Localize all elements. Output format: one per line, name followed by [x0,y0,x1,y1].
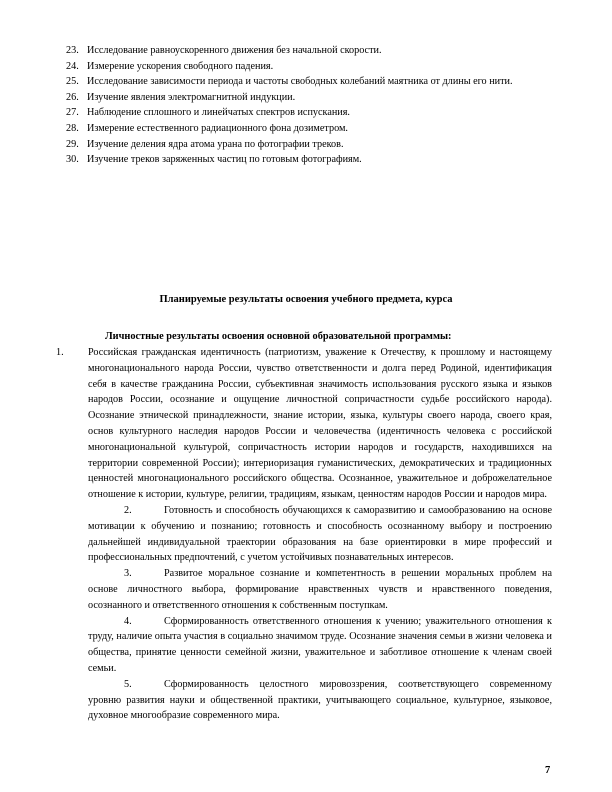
result-text: Сформированность целостного мировоззрения, соответствующего современному уровню развития науки и общественной практики, учитывающего социальное, культурное, языковое, духовное многообразие современного мира. [88,678,552,722]
result-number: 3. [124,568,132,580]
results-body [56,345,552,724]
result-number: 1. [56,347,64,358]
list-item-number: 29. [66,138,79,150]
list-item-text: Измерение ускорения свободного падения. [87,60,274,72]
result-number: 2. [124,504,132,516]
result-number: 5. [124,678,132,690]
list-item [66,74,526,90]
list-item [66,137,526,153]
list-item-number: 26. [66,91,79,103]
list-item-text: Изучение треков заряженных частиц по готовым фотографиям. [87,154,362,166]
list-item-text: Наблюдение сплошного и линейчатых спектров испускания. [87,107,350,119]
list-item [66,121,526,137]
list-item-text: Исследование равноускоренного движения без начальной скорости. [87,45,382,56]
list-item-number: 23. [66,45,79,56]
list-item-number: 28. [66,122,79,134]
list-item [66,152,526,168]
list-item-text: Изучение явления электромагнитной индукции. [87,91,296,103]
result-paragraph [88,677,552,724]
list-item-number: 27. [66,107,79,119]
list-item-number: 30. [66,154,79,166]
list-item [66,90,526,106]
result-text: Готовность и способность обучающихся к саморазвитию и самообразованию на основе мотивации к обучению и познанию; готовность и способность осознанному выбору и построению дальнейшей индивидуальной траектории образования на базе ориентировки в мире профессий и профессиональных предпочтений, с учетом устойчивых познавательных интересов. [88,504,552,564]
result-paragraph [88,503,552,566]
list-item-text: Измерение естественного радиационного фона дозиметром. [87,122,348,134]
subsection-title: Личностные результаты освоения основной образовательной программы: [105,331,452,342]
list-item [66,43,526,59]
result-text: Развитое моральное сознание и компетентность в решении моральных проблем на основе личностного выбора, формирование нравственных чувств и нравственного поведения, осознанного и ответственного отношения к собственным поступкам. [88,568,552,611]
result-text: Российская гражданская идентичность (патриотизм, уважение к Отечеству, к прошлому и настоящему многонационального народа России, чувство ответственности и долга перед Родиной, идентификация себя в качестве гражданина России, субъективная значимость использования русского языка и языков народов России, осознание и ощущение личностной сопричастности судьбе российского народа). Осознание этнической принадлежности, знание истории, языка, культуры своего народа, своего края, основ культурного наследия народов России и человечества (идентичность человека с российской многонациональной культурой, сопричастность истории народов и государств, находившихся на территории современной России); интериоризация гуманистических, демократических и традиционных ценностей многонационального российского общества. Осознанное, уважительное и доброжелательное отношение к истории, культуре, религии, традициям, языкам, ценностям народов России и народов мира. [88,347,552,501]
list-item-text: Исследование зависимости периода и частоты свободных колебаний маятника от длины его нити. [87,76,513,88]
result-number: 4. [124,615,132,627]
list-item-number: 25. [66,76,79,88]
list-item-text: Изучение деления ядра атома урана по фотографии треков. [87,138,344,150]
list-item-number: 24. [66,60,79,72]
page-number: 7 [545,765,551,776]
result-item [56,345,552,503]
experiment-list [66,43,526,168]
section-title: Планируемые результаты освоения учебного предмета, курса [159,294,453,305]
result-text: Сформированность ответственного отношения к учению; уважительного отношения к труду, наличие опыта участия в социально значимом труде. Осознание значения семьи в жизни человека и общества, принятие ценности семейной жизни, уважительное и заботливое отношение к членам своей семьи. [88,615,552,674]
list-item [66,105,526,121]
list-item [66,59,526,75]
result-paragraph [88,614,552,677]
result-paragraph [88,566,552,613]
